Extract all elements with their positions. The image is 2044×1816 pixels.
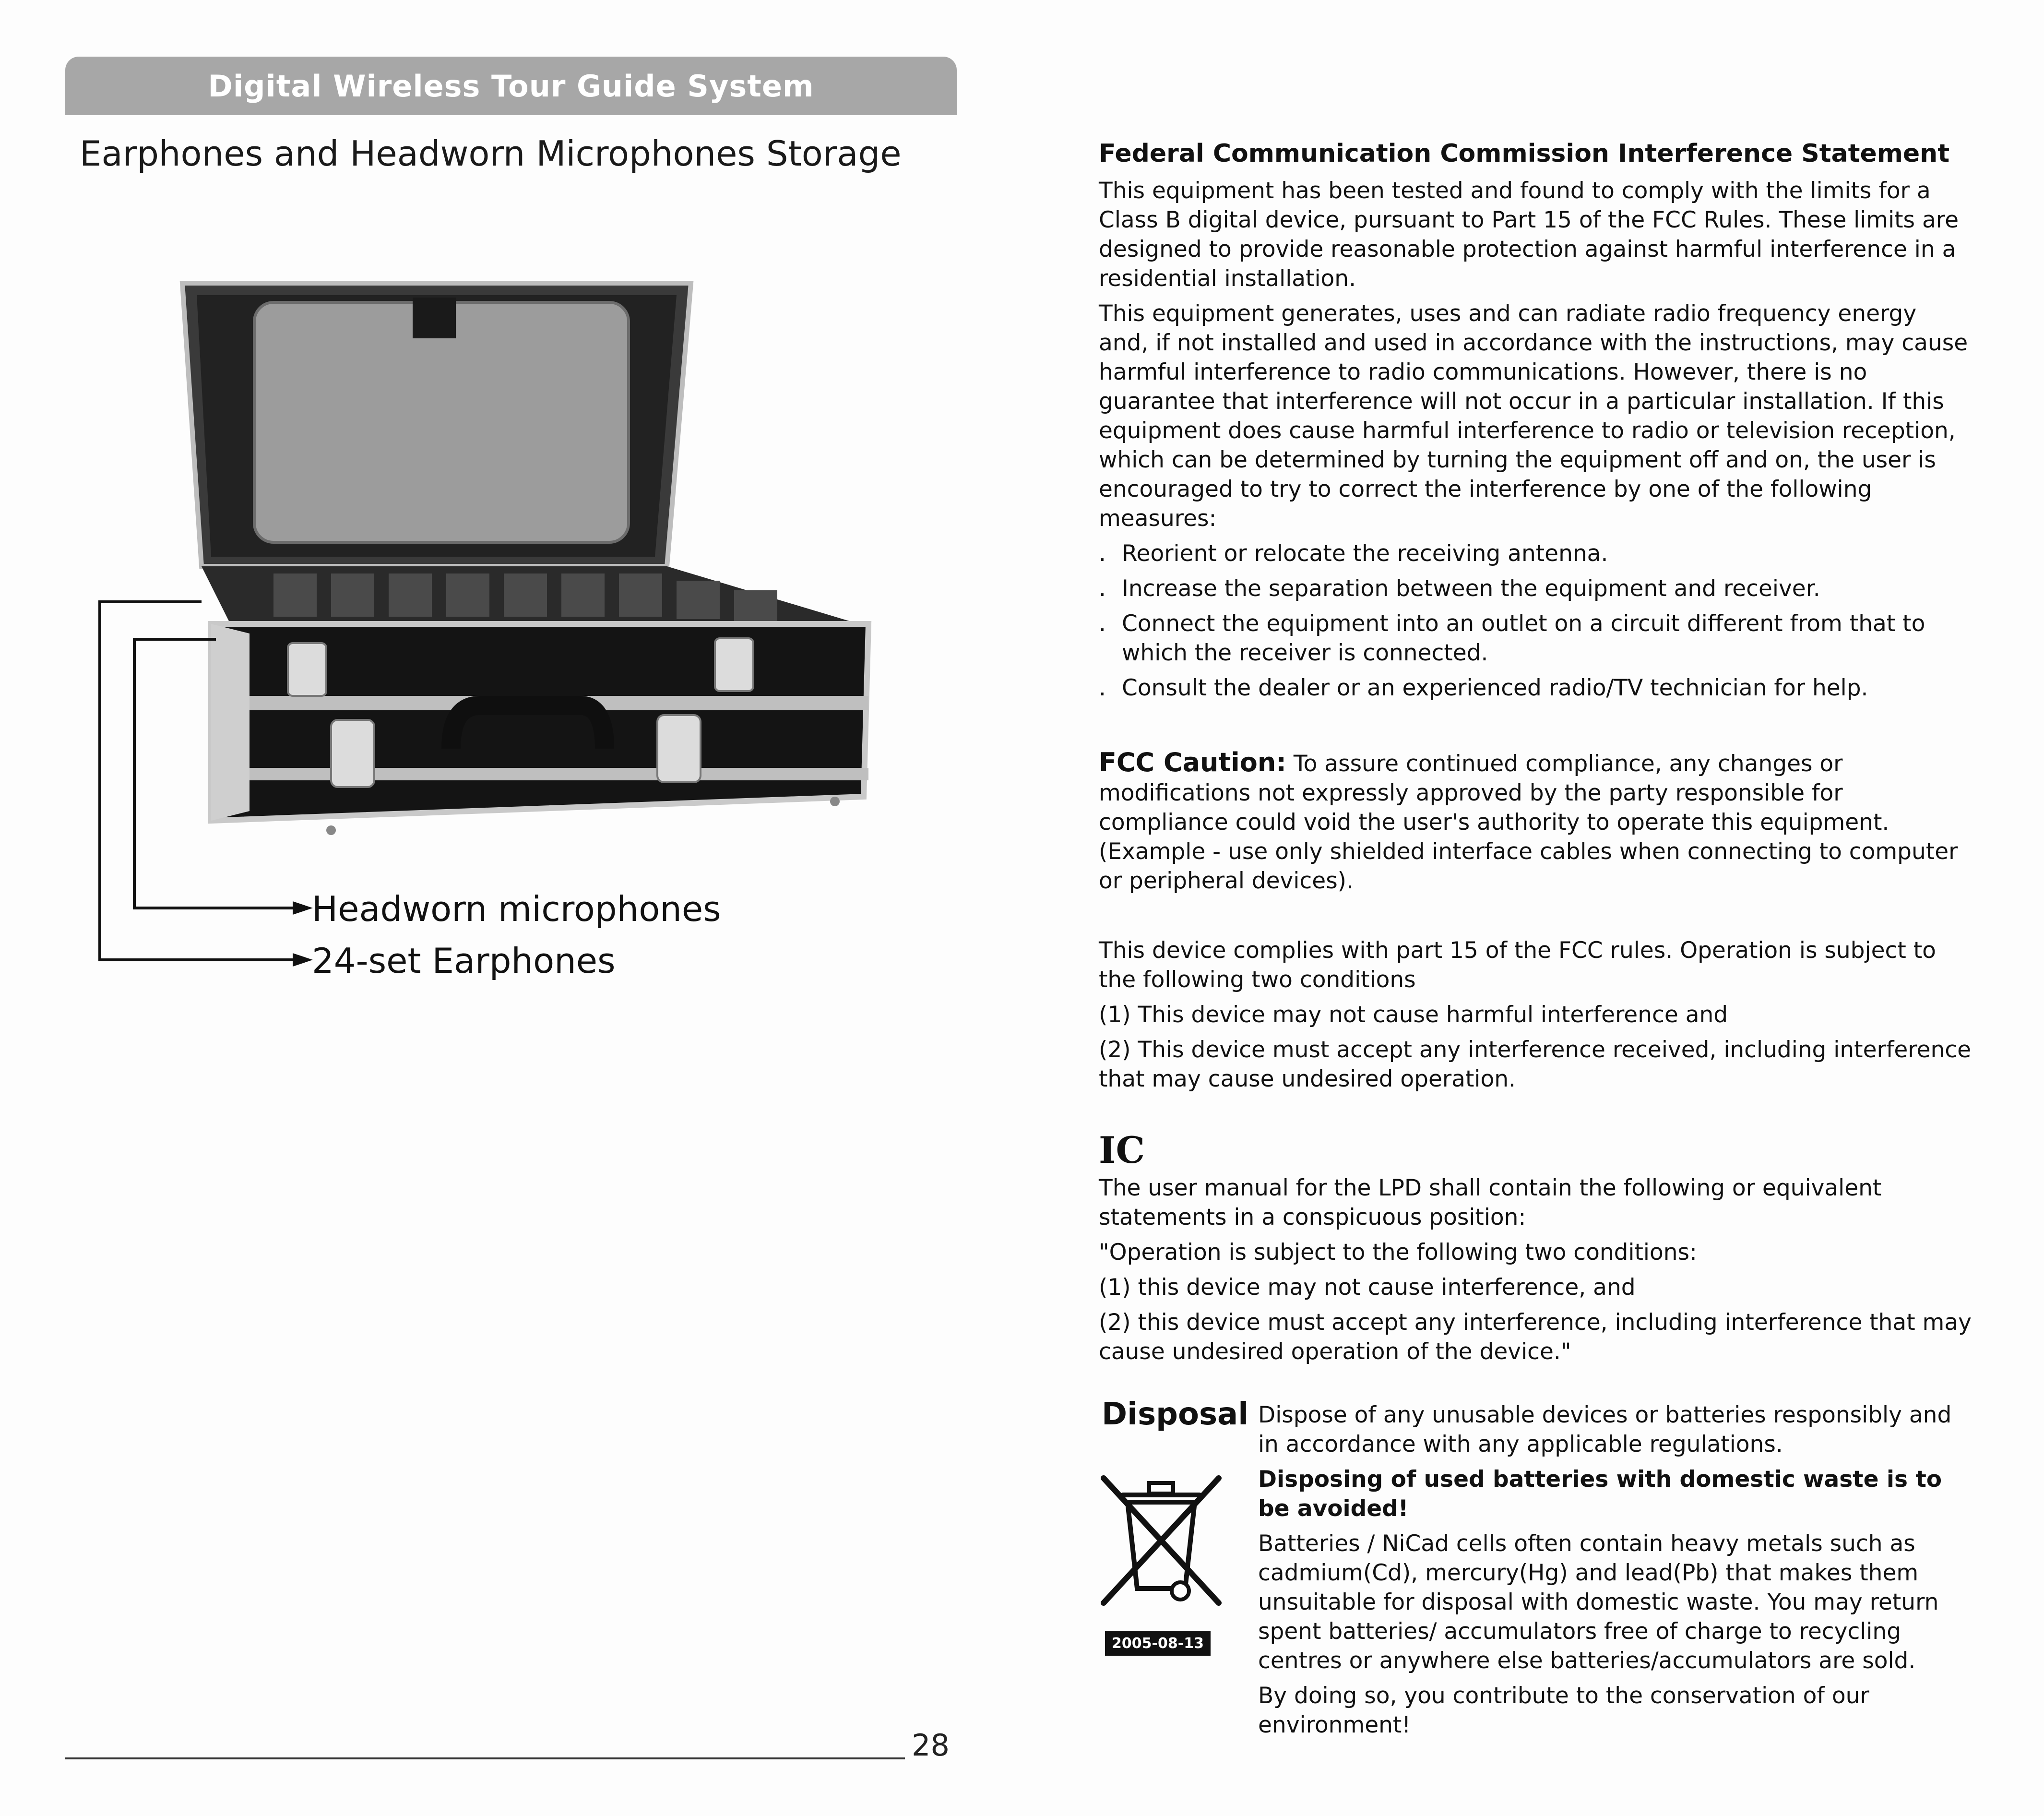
callout-headworn-microphones: Headworn microphones	[312, 889, 721, 929]
crossed-bin-icon	[1099, 1469, 1224, 1608]
disposal-warning: Disposing of used batteries with domestic waste is to be avoided!	[1258, 1466, 1942, 1522]
part15-statement: This device complies with part 15 of the FCC rules. Operation is subject to the following two conditions	[1099, 937, 1936, 993]
disposal-paragraph-1: Dispose of any unusable devices or batteries responsibly and in accordance with any applicable regulations.	[1258, 1402, 1952, 1458]
part15-condition-1: (1) This device may not cause harmful interference and	[1099, 1002, 1728, 1028]
fcc-section	[1099, 139, 1972, 708]
ic-paragraph-3: (1) this device may not cause interference, and	[1099, 1274, 1636, 1301]
callout-earphones: 24-set Earphones	[312, 941, 616, 981]
ic-paragraph-4: (2) this device must accept any interference, including interference that may cause undesired operation of the device."	[1099, 1309, 1972, 1365]
page-number: 28	[912, 1728, 950, 1763]
fcc-title: Federal Communication Commission Interference Statement	[1099, 139, 1950, 168]
fcc-caution-text: To assure continued compliance, any changes or modifications not expressly approved by the party responsible for compliance could void the user's authority to operate this equipment. (Example - use only shielded interface cables when connecting to computer or peripheral devices).	[1099, 751, 1958, 894]
callout-lines	[86, 590, 326, 974]
disposal-paragraph-2: Batteries / NiCad cells often contain heavy metals such as cadmium(Cd), mercury(Hg) and lead(Pb) that makes them unsuitable for disposal with domestic waste. You may return spent batteries/ accumulators free of charge to recycling centres or anywhere else batteries/accumulators are sold.	[1258, 1530, 1939, 1674]
fcc-paragraph-2: This equipment generates, uses and can radiate radio frequency energy and, if not installed and used in accordance with the instructions, may cause harmful interference to radio communications. However, there is no guarantee that interference will not occur in a particular installation. If this equipment does cause harmful interference to radio or television reception, which can be determined by turning the equipment off and on, the user is encouraged to try to correct the interference by one of the following measures:	[1099, 300, 1968, 532]
fcc-bullet: . Increase the separation between the equipment and receiver.	[1099, 575, 1820, 602]
disposal-title: Disposal	[1102, 1397, 1249, 1432]
ic-section	[1099, 1173, 1972, 1372]
disposal-paragraph-3: By doing so, you contribute to the conservation of our environment!	[1258, 1683, 1869, 1738]
fcc-caution-section	[1099, 748, 1972, 901]
date-badge: 2005-08-13	[1105, 1631, 1211, 1656]
ic-paragraph-2: "Operation is subject to the following two conditions:	[1099, 1239, 1697, 1266]
page-heading: Earphones and Headworn Microphones Storage	[80, 133, 902, 174]
fcc-caution-label: FCC Caution:	[1099, 747, 1286, 777]
footer-rule	[65, 1757, 905, 1759]
disposal-body	[1258, 1400, 1973, 1745]
header-title: Digital Wireless Tour Guide System	[208, 68, 814, 104]
fcc-paragraph-1: This equipment has been tested and found to comply with the limits for a Class B digital device, pursuant to Part 15 of the FCC Rules. These limits are designed to provide reasonable protection against harmful interference in a residential installation.	[1099, 178, 1959, 292]
part15-section	[1099, 936, 1972, 1099]
fcc-bullet: . Consult the dealer or an experienced radio/TV technician for help.	[1099, 675, 1868, 701]
part15-condition-2: (2) This device must accept any interference received, including interference that may cause undesired operation.	[1099, 1037, 1972, 1092]
ic-title: IC	[1099, 1129, 1145, 1171]
ic-paragraph-1: The user manual for the LPD shall contain the following or equivalent statements in a conspicuous position:	[1099, 1175, 1882, 1231]
fcc-caution	[1099, 748, 1972, 896]
fcc-bullet: . Reorient or relocate the receiving antenna.	[1099, 540, 1608, 567]
fcc-bullet: . Connect the equipment into an outlet on a circuit different from that to which the receiver is connected.	[1099, 610, 1925, 666]
